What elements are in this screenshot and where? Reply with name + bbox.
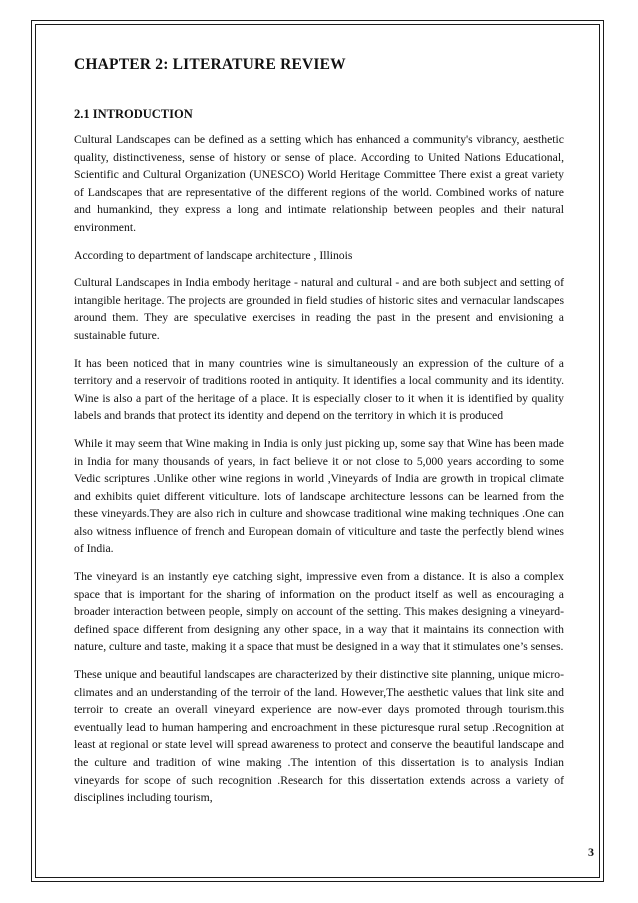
paragraph: The vineyard is an instantly eye catching sight, impressive even from a distance. It is also a complex space that is important for the sharing of information on the product itself as well as encouraging a broader interaction between people, simply on account of the setting. This makes designing a vineyard-defined space different from designing any other space, in a way that it maintains its connection with nature, culture and taste, making it a space that must be designed in a way that it stimulates one’s senses. [74,570,564,654]
chapter-title: CHAPTER 2: LITERATURE REVIEW [74,56,346,73]
paragraph: While it may seem that Wine making in India is only just picking up, some say that Wine has been made in India for many thousands of years, in fact believe it or not close to 5,000 years according to some Vedic scriptures .Unlike other wine regions in world ,Vineyards of India are growth in tropical climate and exhibits quiet different viticulture. lots of landscape architecture lessons can be learned from the these vineyards.They are also rich in culture and showcase traditional wine making techniques .One can also witness influence of french and European domain of viticulture and taste the perfectly blend wines of India. [74,436,564,556]
document-body [74,56,564,807]
paragraph: According to department of landscape architecture , Illinois [74,248,353,262]
paragraph: Cultural Landscapes can be defined as a setting which has enhanced a community's vibrancy, aesthetic quality, distinctiveness, sense of history or sense of place. According to United Nations Educational, Scientific and Cultural Organization (UNESCO) World Heritage Committee There exist a great variety of Landscapes that are representative of the different regions of the world. Combined works of nature and humankind, they express a long and intimate relationship between peoples and their natural environment. [74,133,564,234]
paragraph: Cultural Landscapes in India embody heritage - natural and cultural - and are both subject and setting of intangible heritage. The projects are grounded in field studies of historic sites and vernacular landscapes around them. They are speculative exercises in reading the past in the present and envisioning a sustainable future. [74,276,564,342]
paragraph: These unique and beautiful landscapes are characterized by their distinctive site planning, unique micro-climates and an understanding of the terroir of the land. However,The aesthetic values that link site and terroir to create an overall vineyard experience are now-ever days promoted through tourism.this eventually lead to human hampering and encroachment in these picturesque rural setup .Recognition at least at regional or state level will spread awareness to protect and conserve the beautiful landscape and the culture and tradition of wine making .The intention of this dissertation is to analysis Indian vineyards for scope of such recognition .Research for this dissertation extends across a variety of disciplines including tourism, [74,668,564,805]
section-heading: 2.1 INTRODUCTION [74,107,193,121]
paragraph: It has been noticed that in many countries wine is simultaneously an expression of the culture of a territory and a reservoir of traditions rooted in antiquity. It identifies a local community and its identity. Wine is also a part of the heritage of a place. It is especially closer to it when it is identified by quality labels and brands that protect its identity and depend on the territory in which it is produced [74,356,564,423]
page-number: 3 [588,845,594,859]
